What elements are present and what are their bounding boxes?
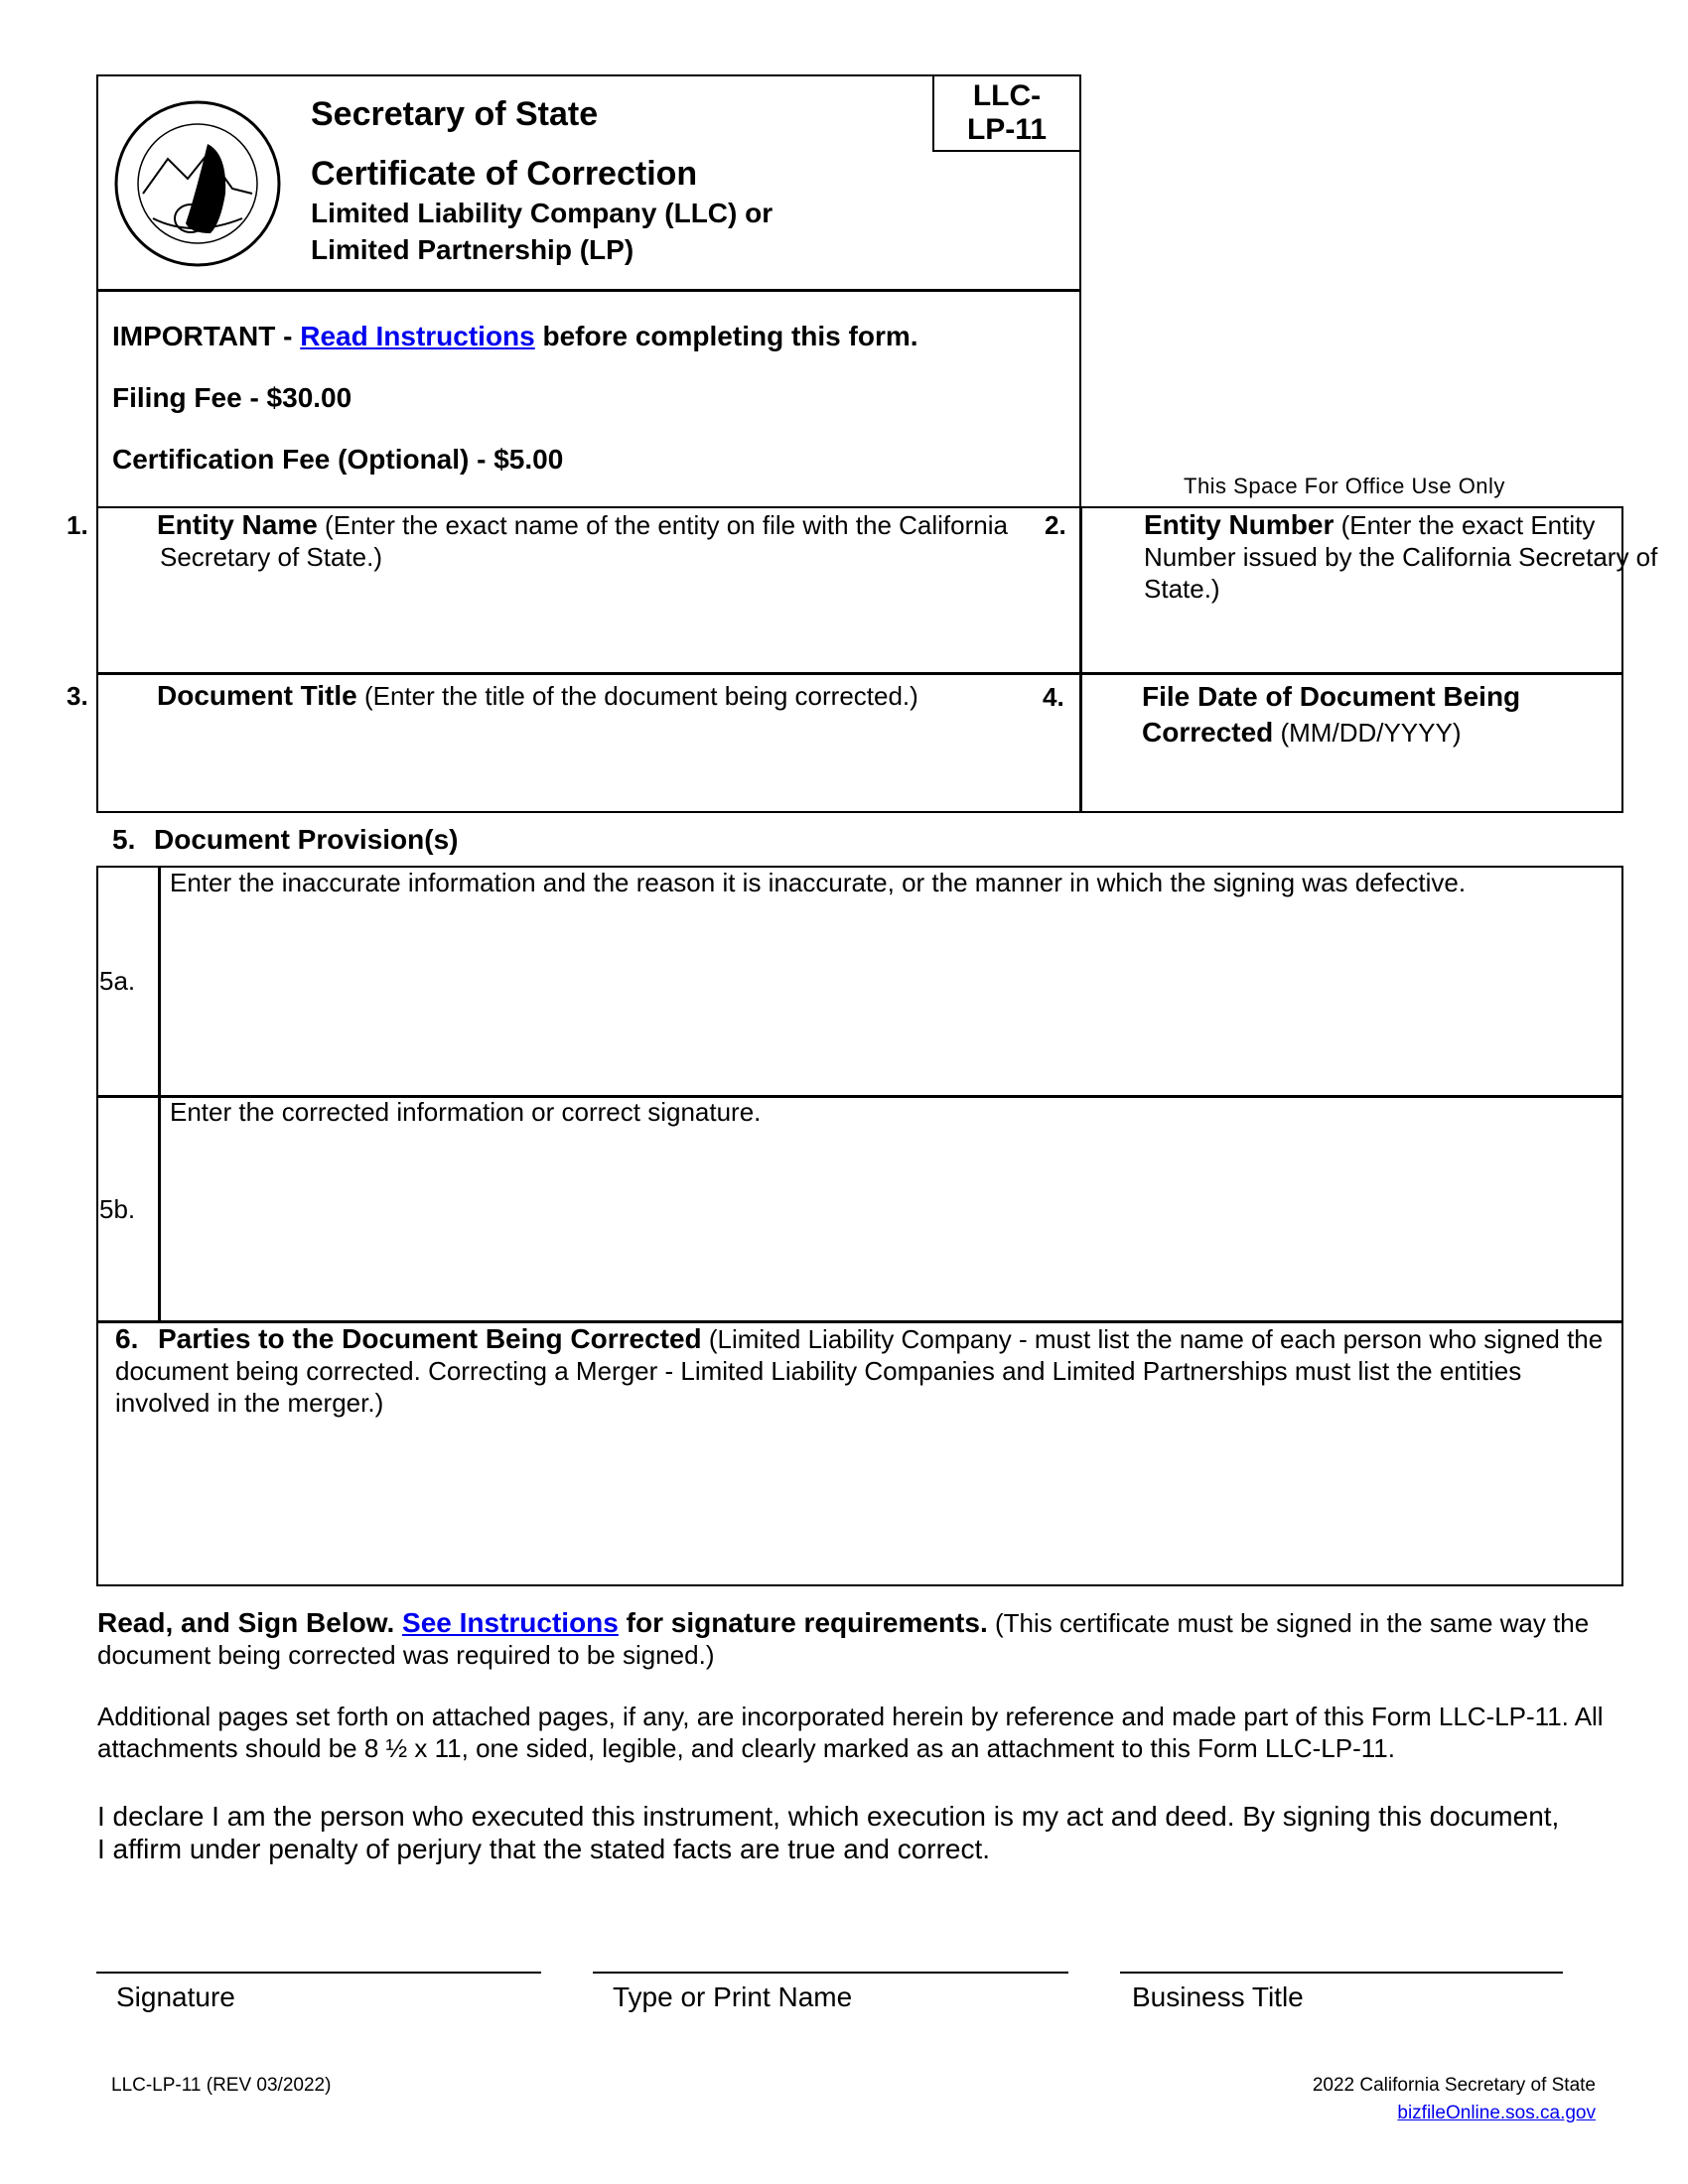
additional-pages-text: Additional pages set forth on attached pages, if any, are incorporated herein by reference and made part of this Form LLC-LP-11. All attachments should be 8 ½ x 11, one sided, legible, and clearly marked as an attachment to this Form LLC-LP-11. (97, 1702, 1604, 1763)
corrected-information-field[interactable] (164, 1132, 1618, 1315)
form-id-line1: LLC- (972, 79, 1042, 112)
website-link[interactable]: bizfileOnline.sos.ca.gov (1397, 2103, 1596, 2123)
form-subtitle-2: Limited Partnership (LP) (311, 234, 634, 265)
signature-line[interactable] (96, 1972, 541, 1974)
state-seal-icon (113, 99, 282, 268)
see-instructions-link[interactable]: See Instructions (402, 1607, 619, 1638)
read-instructions-link[interactable]: Read Instructions (300, 321, 535, 351)
section-5b-label: Enter the corrected information or correct signature. (170, 1097, 762, 1127)
form-title: Certificate of Correction (311, 155, 698, 193)
important-suffix: before completing this form. (534, 321, 918, 351)
section-5a-label: Enter the inaccurate information and the reason it is inaccurate, or the manner in which the signing was defective. (170, 868, 1467, 897)
inaccurate-information-field[interactable] (164, 903, 1618, 1092)
signature-label: Signature (116, 1981, 235, 2012)
office-use-label: This Space For Office Use Only (1184, 474, 1505, 498)
document-provisions-heading: 5. Document Provision(s) (112, 824, 459, 855)
form-subtitle-1: Limited Liability Company (LLC) or (311, 198, 774, 228)
print-name-line[interactable] (593, 1972, 1068, 1974)
section-5b-number: 5b. (99, 1194, 136, 1224)
declaration-text: I declare I am the person who executed this instrument, which execution is my act and deed. By signing this document, I affirm under penalty of perjury that the stated facts are true and correct. (97, 1801, 1560, 1864)
parties-label: 6. Parties to the Document Being Corrected (Limited Liability Company - must list the name of each person who signed the document being corrected. Correcting a Merger - Limited Liability Companies and Limited Partnerships must list the entities involved in the merger.) (115, 1323, 1604, 1418)
section-5-column-divider (158, 866, 161, 1322)
document-title-label: 3. Document Title (Enter the title of the document being corrected.) (67, 680, 918, 711)
important-notice (112, 321, 918, 352)
certification-fee: Certification Fee (Optional) - $5.00 (112, 444, 564, 475)
entity-name-label: 1. Entity Name (Enter the exact name of the entity on file with the California Secretary of State.) (67, 509, 1008, 572)
header-divider (96, 289, 1081, 292)
filing-fee: Filing Fee - $30.00 (112, 382, 352, 413)
form-id-line2: LP-11 (966, 113, 1048, 146)
copyright: 2022 California Secretary of State (1312, 2075, 1596, 2096)
file-date-label: 4. File Date of Document Being Corrected (MM/DD/YYYY) (1043, 681, 1521, 748)
business-title-line[interactable] (1120, 1972, 1563, 1974)
form-id-box (932, 74, 1081, 152)
agency-name: Secretary of State (311, 95, 599, 133)
entity-number-label: 2. Entity Number (Enter the exact Entity Number issued by the California Secretary of State.) (1045, 509, 1658, 604)
form-revision: LLC-LP-11 (REV 03/2022) (111, 2075, 332, 2096)
section-5a-number: 5a. (99, 966, 136, 996)
signature-requirements-text: Read, and Sign Below. See Instructions for signature requirements. (This certificate must be signed in the same way the document being corrected was required to be signed.) (97, 1607, 1590, 1670)
print-name-label: Type or Print Name (613, 1981, 853, 2012)
important-prefix: IMPORTANT - (112, 321, 301, 351)
business-title-label: Business Title (1132, 1981, 1304, 2012)
